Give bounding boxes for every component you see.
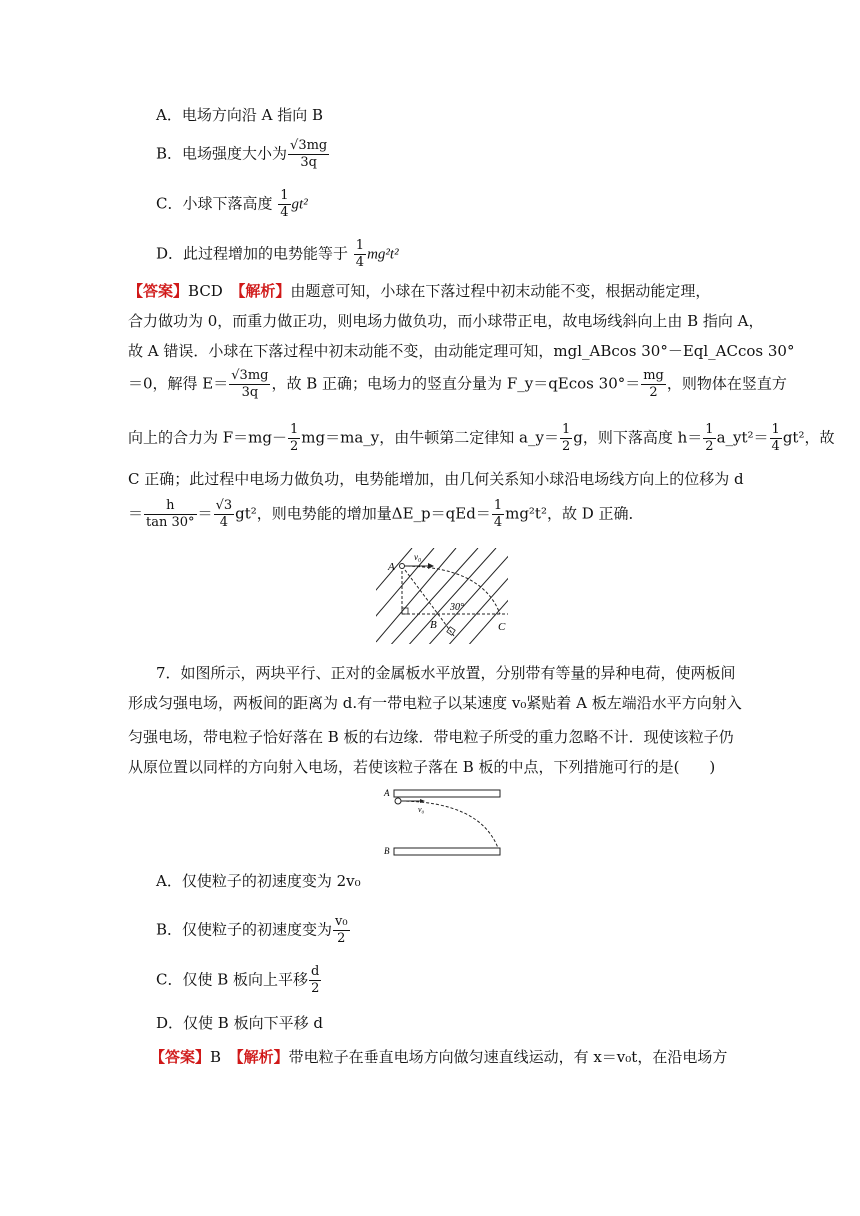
parallel-plates-figure	[380, 784, 504, 860]
q7-line-4: 从原位置以同样的方向射入电场，若使该粒子落在 B 板的中点，下列措施可行的是( )	[128, 758, 716, 776]
answer-value: B	[210, 1048, 222, 1066]
q7-line-3: 匀强电场，带电粒子恰好落在 B 板的右边缘．带电粒子所受的重力忽略不计．现使该粒子仍	[128, 728, 734, 746]
fraction: $\frac{√3}{4}$	[215, 498, 233, 530]
fraction: $\frac{1}{4}$	[493, 498, 503, 530]
label-c: C	[498, 621, 506, 633]
answer-tag: 【答案】	[150, 1048, 211, 1066]
q6-answer-line-4: ＝0，解得 E＝ $\frac{√3mg}{3q}$ ，故 B 正确；电场力的竖直分量为 F_y＝qEcos 30°＝ $\frac{mg}{2}$ ，则物体在竖直方	[128, 368, 787, 400]
label-a: A	[388, 561, 395, 573]
q6-option-b-text: B．电场强度大小为	[156, 144, 288, 163]
q6-answer-line-1: 【答案】BCD 【解析】由题意可知，小球在下落过程中初末动能不变，根据动能定理，	[128, 282, 711, 300]
label-b: B	[384, 846, 390, 856]
fraction: $\frac{1}{2}$	[705, 422, 714, 454]
answer-tag: 【答案】	[128, 282, 189, 300]
q6-answer-line-7: ＝ $\frac{h}{\tan 30^\circ}$ ＝ $\frac{√3}{4}$ gt²，则电势能的增加量ΔE_p＝qEd＝ $\frac{1}{4}$ mg²t²，故 D 正确．	[128, 498, 644, 530]
q6-option-c-text: C．小球下落高度	[156, 194, 278, 213]
fraction: $\frac{h}{\tan 30^\circ}$	[146, 498, 195, 530]
q7-option-d	[156, 1012, 740, 1034]
q6-option-c-fraction: $\frac{1}{4}$	[280, 188, 289, 220]
q7-option-b-fraction: $\frac{\text{v₀}}{2}$	[335, 914, 348, 946]
q7-option-a	[156, 870, 740, 892]
q6-option-c: C．小球下落高度 $\frac{1}{4}$ gt²	[156, 188, 308, 220]
label-v0: v₀	[414, 552, 422, 562]
label-a: A	[384, 788, 390, 798]
fraction: $\frac{√3mg}{3q}$	[231, 368, 269, 400]
q7-option-c-fraction: $\frac{d}{2}$	[311, 964, 320, 996]
q6-answer-line-6: C 正确；此过程中电场力做负功，电势能增加，由几何关系知小球沿电场线方向上的位移为 d	[128, 470, 744, 488]
q7-line-2: 形成匀强电场，两板间的距离为 d.有一带电粒子以某速度 v₀紧贴着 A 板左端沿水平方向射入	[128, 694, 742, 712]
q6-option-a	[156, 104, 740, 126]
fraction: $\frac{1}{2}$	[290, 422, 299, 454]
field-lines-figure	[372, 548, 512, 648]
q7-option-c	[156, 964, 740, 997]
q7-option-d-text: D．仅使 B 板向下平移 d	[156, 1014, 323, 1032]
q6-answer-line-2: 合力做功为 0，而重力做正功，则电场力做负功，而小球带正电，故电场线斜向上由 B 指向 A，	[128, 312, 764, 330]
label-angle: 30°	[450, 602, 464, 613]
q6-option-d-text: D．此过程增加的电势能等于	[156, 244, 353, 263]
label-b: B	[430, 619, 437, 631]
q6-answer-line-3: 故 A 错误．小球在下落过程中初末动能不变，由动能定理可知，mgl_ABcos 30°－Eql_ACcos 30°	[128, 342, 795, 360]
fraction: $\frac{mg}{2}$	[643, 368, 664, 400]
q6-option-d: D．此过程增加的电势能等于 $\frac{1}{4}$ mg²t²	[156, 238, 399, 270]
answer-value: BCD	[188, 282, 223, 300]
q6-option-d-fraction: $\frac{1}{4}$	[355, 238, 365, 270]
analysis-tag: 【解析】	[237, 282, 291, 300]
q7-option-b	[156, 914, 740, 947]
q7-line-1: 7．如图所示，两块平行、正对的金属板水平放置，分别带有等量的异种电荷，使两板间	[156, 664, 736, 682]
q7-option-c-text: C．仅使 B 板向上平移	[156, 970, 309, 989]
q7-option-a-text: A．仅使粒子的初速度变为 2v₀	[156, 872, 361, 890]
field-lines-diagram	[372, 548, 512, 648]
parallel-plates-diagram	[380, 784, 504, 860]
q7-answer-line-1: 【答案】B 【解析】带电粒子在垂直电场方向做匀速直线运动，有 x＝v₀t，在沿电场方	[150, 1048, 728, 1066]
q6-option-b-fraction: $\frac{√3mg}{3q}$	[290, 138, 328, 170]
fraction: $\frac{1}{2}$	[561, 422, 571, 454]
q6-answer-line-5: 向上的合力为 F＝mg－ $\frac{1}{2}$ mg＝ma_y，由牛顿第二定律知 a_y＝ $\frac{1}{2}$ g，则下落高度 h＝ $\frac{1}{2}$ a_yt²＝ $\frac{1}{4}$ gt²，故	[128, 422, 835, 454]
q6-option-b	[156, 138, 740, 171]
analysis-tag: 【解析】	[236, 1048, 289, 1066]
label-v0: v₀	[418, 805, 425, 814]
q7-option-b-text: B．仅使粒子的初速度变为	[156, 920, 333, 939]
q6-option-a-text: A．电场方向沿 A 指向 B	[156, 106, 323, 124]
fraction: $\frac{1}{4}$	[771, 422, 780, 454]
